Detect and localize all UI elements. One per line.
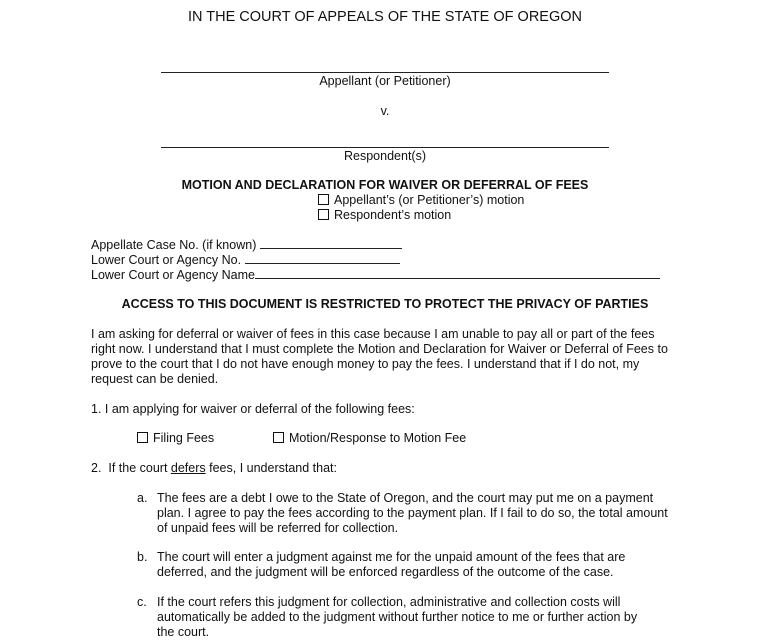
item-2b-line: deferred, and the judgment will be enforced regardless of the outcome of the case. (157, 565, 614, 579)
appellant-signature-line[interactable] (161, 72, 609, 73)
checkbox-icon[interactable] (318, 209, 329, 220)
item-2b-paragraph (157, 550, 625, 580)
item-2c-line: the court. (157, 625, 210, 639)
intro-line: I am asking for deferral or waiver of fees in this case because I am unable to pay all or part of the fees (91, 327, 655, 341)
lower-court-name-label: Lower Court or Agency Name (91, 268, 255, 282)
versus-label: v. (380, 104, 390, 118)
court-title: IN THE COURT OF APPEALS OF THE STATE OF OREGON (188, 9, 582, 25)
appellate-case-no-field (91, 237, 402, 252)
item-2c-line: automatically be added to the judgment without further notice to me or further action by (157, 610, 638, 624)
item-2-suffix: fees, I understand that: (205, 461, 337, 475)
checkbox-icon[interactable] (137, 432, 148, 443)
item-2c-marker: c. (137, 595, 147, 609)
lower-court-no-input[interactable] (245, 252, 400, 264)
respondent-signature-line[interactable] (161, 147, 609, 148)
appellant-motion-option[interactable] (318, 193, 524, 207)
respondent-motion-label: Respondent’s motion (334, 208, 452, 222)
lower-court-no-label: Lower Court or Agency No. (91, 253, 242, 267)
item-2c-paragraph (157, 595, 637, 640)
item-2b-line: The court will enter a judgment against me for the unpaid amount of the fees that are (157, 550, 626, 564)
appellate-case-no-label: Appellate Case No. (if known) (91, 238, 257, 252)
appellant-label: Appellant (or Petitioner) (319, 74, 451, 88)
item-2a-line: plan. I agree to pay the fees according to the payment plan. If I fail to do so, the total amount (157, 506, 668, 520)
privacy-notice: ACCESS TO THIS DOCUMENT IS RESTRICTED TO PROTECT THE PRIVACY OF PARTIES (121, 297, 649, 311)
appellant-motion-label: Appellant’s (or Petitioner’s) motion (334, 193, 525, 207)
intro-line: right now. I understand that I must complete the Motion and Declaration for Waiver or Deferral of Fees to (91, 342, 668, 356)
item-2a-line: The fees are a debt I owe to the State of Oregon, and the court may put me on a payment (157, 491, 654, 505)
item-2a-paragraph (157, 491, 668, 536)
checkbox-icon[interactable] (273, 432, 284, 443)
respondent-motion-option[interactable] (318, 208, 451, 222)
item-2-defers: defers (170, 461, 206, 475)
filing-fees-option[interactable] (137, 431, 214, 445)
intro-paragraph (91, 327, 668, 387)
item-2-prefix: 2. If the court (91, 461, 171, 475)
respondent-label: Respondent(s) (344, 149, 426, 163)
item-2c-line: If the court refers this judgment for collection, administrative and collection costs will (157, 595, 621, 609)
item-2a-marker: a. (137, 491, 148, 505)
intro-line: prove to the court that I do not have enough money to pay the fees. I understand that if I do not, my (91, 357, 640, 371)
item-2b-marker: b. (137, 550, 148, 564)
checkbox-icon[interactable] (318, 194, 329, 205)
lower-court-no-field (91, 252, 400, 267)
lower-court-name-input[interactable] (255, 267, 660, 279)
motion-title: MOTION AND DECLARATION FOR WAIVER OR DEFERRAL OF FEES (181, 178, 589, 192)
item-2-text (91, 461, 337, 475)
filing-fees-label: Filing Fees (153, 431, 215, 445)
appellate-case-no-input[interactable] (260, 237, 402, 249)
lower-court-name-field (91, 267, 660, 282)
item-2a-line: of unpaid fees will be referred for collection. (157, 521, 399, 535)
item-1-text: 1. I am applying for waiver or deferral of the following fees: (91, 402, 415, 416)
intro-line: request can be denied. (91, 372, 219, 386)
motion-fee-label: Motion/Response to Motion Fee (289, 431, 467, 445)
motion-fee-option[interactable] (273, 431, 466, 445)
